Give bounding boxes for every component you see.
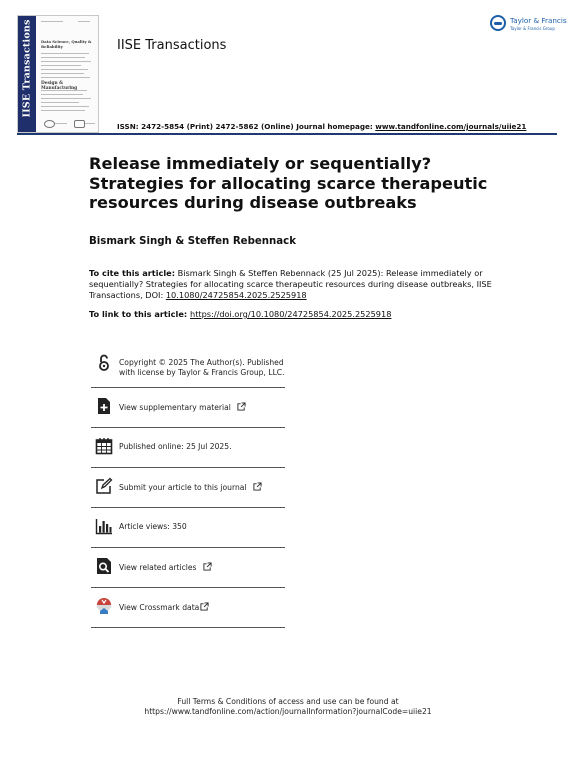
- publisher-logo-subtitle: Taylor & Francis Group: [510, 26, 555, 31]
- list-item-copyright: [91, 345, 285, 388]
- open-access-icon: [95, 354, 113, 372]
- journal-cover-thumbnail: [17, 15, 99, 133]
- footer-terms-url[interactable]: https://www.tandfonline.com/action/journalInformation?journalCode=uiie21: [144, 707, 432, 716]
- cite-label: To cite this article:: [89, 268, 175, 278]
- article-info-list: [91, 345, 285, 628]
- external-link-icon: [203, 562, 212, 571]
- link-label: To link to this article:: [89, 309, 190, 319]
- external-link-icon: [200, 602, 209, 611]
- bar-chart-icon: [95, 517, 113, 535]
- journal-title: IISE Transactions: [117, 38, 227, 53]
- header-divider: [17, 133, 557, 135]
- article-doi-link[interactable]: https://doi.org/10.1080/24725854.2025.2525918: [190, 309, 392, 319]
- external-link-icon: [237, 402, 246, 411]
- footer-terms: [0, 697, 576, 717]
- cover-section-title: Data Science, Quality &: [41, 39, 92, 44]
- cover-logo: [74, 120, 85, 128]
- crossmark-icon: [95, 597, 113, 615]
- list-item-published: [91, 428, 285, 468]
- cover-logo: [44, 120, 55, 128]
- article-link-line: [89, 309, 391, 319]
- issn-text: ISSN: 2472-5854 (Print) 2472-5862 (Online) Journal homepage:: [117, 122, 373, 131]
- search-document-icon: [95, 557, 113, 575]
- copyright-text: Copyright © 2025 The Author(s). Published: [119, 358, 284, 367]
- issn-line: [117, 122, 526, 131]
- cover-spine-title: IISE Transactions: [21, 19, 33, 118]
- cite-doi-link[interactable]: 10.1080/24725854.2025.2525918: [165, 290, 307, 300]
- submit-article-link[interactable]: Submit your article to this journal: [119, 483, 247, 492]
- copyright-text-2: with license by Taylor & Francis Group, LLC.: [119, 367, 285, 377]
- cite-text: Bismark Singh & Steffen Rebennack (25 Jul 2025): Release immediately or sequentially? Strategies for allocating scarce therapeutic resources during disease outbreaks, IISE Transactions, DOI:: [89, 268, 492, 300]
- article-views: Article views: 350: [119, 522, 187, 531]
- document-plus-icon: [95, 397, 113, 415]
- list-item-views: [91, 508, 285, 548]
- article-title: Release immediately or sequentially? Strategies for allocating scarce therapeutic resources during disease outbreaks: [89, 154, 488, 212]
- published-date: Published online: 25 Jul 2025.: [119, 442, 232, 451]
- list-item-crossmark[interactable]: [91, 588, 285, 628]
- publisher-logo-name: Taylor & Francis: [510, 16, 567, 25]
- crossmark-link[interactable]: View Crossmark data: [119, 603, 200, 612]
- footer-terms-text: Full Terms & Conditions of access and use can be found at: [177, 697, 399, 706]
- cover-section-title-3: Design & Manufacturing: [41, 81, 78, 91]
- list-item-supplementary[interactable]: [91, 388, 285, 428]
- list-item-submit[interactable]: [91, 468, 285, 508]
- external-link-icon: [253, 482, 262, 491]
- edit-icon: [95, 477, 113, 495]
- cover-spine: [18, 16, 36, 132]
- cover-section-title-2: Reliability: [41, 44, 63, 49]
- supplementary-link[interactable]: View supplementary material: [119, 403, 231, 412]
- publisher-logo[interactable]: [490, 14, 567, 36]
- calendar-icon: [95, 437, 113, 455]
- tf-logo-icon: [490, 15, 506, 31]
- related-articles-link[interactable]: View related articles: [119, 563, 197, 572]
- journal-homepage-link[interactable]: www.tandfonline.com/journals/uiie21: [375, 122, 527, 131]
- citation-block: [89, 268, 499, 301]
- article-authors: Bismark Singh & Steffen Rebennack: [89, 236, 296, 247]
- list-item-related[interactable]: [91, 548, 285, 588]
